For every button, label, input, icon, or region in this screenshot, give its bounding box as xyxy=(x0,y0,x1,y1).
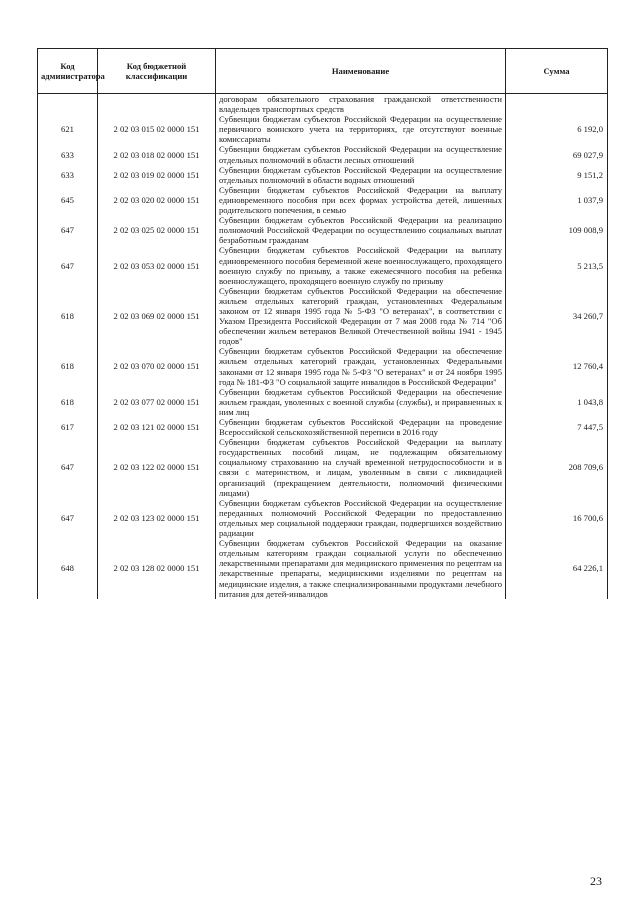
page-number: 23 xyxy=(590,874,602,888)
admin-code-cell: 618 xyxy=(38,346,98,386)
admin-code-cell: 647 xyxy=(38,245,98,285)
table-row xyxy=(38,286,608,347)
amount-cell: 9 151,2 xyxy=(506,165,608,185)
name-cell: Субвенции бюджетам субъектов Российской Федерации на выплату единовременного пособия беременной жене военнослужащего, проходящего военную службу по призыву, а также ежемесячного пособия на ребенка военнослужащего, проходящего военную службу по призыву xyxy=(216,245,506,285)
name-cell: Субвенции бюджетам субъектов Российской Федерации на обеспечение жильем граждан, уволенных с военной службы (службы), и приравненных к ним лиц xyxy=(216,387,506,417)
kbk-cell: 2 02 03 069 02 0000 151 xyxy=(98,286,216,347)
admin-code-cell xyxy=(38,94,98,115)
admin-code-cell: 633 xyxy=(38,144,98,164)
table-row xyxy=(38,498,608,538)
name-cell: Субвенции бюджетам субъектов Российской Федерации на выплату единовременного пособия при всех формах устройства детей, лишенных родительского попечения, в семью xyxy=(216,185,506,215)
admin-code-cell: 621 xyxy=(38,114,98,144)
table-row xyxy=(38,437,608,498)
name-cell: Субвенции бюджетам субъектов Российской Федерации на осуществление отдельных полномочий в области водных отношений xyxy=(216,165,506,185)
table-row xyxy=(38,144,608,164)
amount-cell: 16 700,6 xyxy=(506,498,608,538)
name-cell: Субвенции бюджетам субъектов Российской Федерации на осуществление переданных полномочий Российской Федерации по предоставлению отдельных мер социальной поддержки граждан, подвергшихся воздействию радиации xyxy=(216,498,506,538)
amount-cell: 5 213,5 xyxy=(506,245,608,285)
table-row xyxy=(38,215,608,245)
kbk-cell xyxy=(98,94,216,115)
admin-code-cell: 647 xyxy=(38,498,98,538)
admin-code-cell: 648 xyxy=(38,538,98,599)
amount-cell: 12 760,4 xyxy=(506,346,608,386)
table-row xyxy=(38,245,608,285)
amount-cell: 34 260,7 xyxy=(506,286,608,347)
table-row xyxy=(38,417,608,437)
kbk-cell: 2 02 03 053 02 0000 151 xyxy=(98,245,216,285)
kbk-cell: 2 02 03 122 02 0000 151 xyxy=(98,437,216,498)
table-header-row xyxy=(38,49,608,94)
name-cell: Субвенции бюджетам субъектов Российской Федерации на обеспечение жильем отдельных категорий граждан, установленных Федеральными законами от 12 января 1995 года № 5-ФЗ "О ветеранах" и от 24 ноября 1995 года № 181-ФЗ "О социальной защите инвалидов в Российской Федерации" xyxy=(216,346,506,386)
table-row xyxy=(38,165,608,185)
name-cell: Субвенции бюджетам субъектов Российской Федерации на реализацию полномочий Российской Федерации по осуществлению социальных выплат безработным гражданам xyxy=(216,215,506,245)
amount-cell: 1 043,8 xyxy=(506,387,608,417)
admin-code-cell: 647 xyxy=(38,437,98,498)
amount-cell: 208 709,6 xyxy=(506,437,608,498)
name-cell: договорам обязательного страхования гражданской ответственности владельцев транспортных средств xyxy=(216,94,506,115)
kbk-cell: 2 02 03 128 02 0000 151 xyxy=(98,538,216,599)
kbk-cell: 2 02 03 077 02 0000 151 xyxy=(98,387,216,417)
table-row xyxy=(38,538,608,599)
admin-code-cell: 645 xyxy=(38,185,98,215)
kbk-cell: 2 02 03 018 02 0000 151 xyxy=(98,144,216,164)
amount-cell: 109 008,9 xyxy=(506,215,608,245)
amount-cell xyxy=(506,94,608,115)
admin-code-cell: 617 xyxy=(38,417,98,437)
kbk-cell: 2 02 03 025 02 0000 151 xyxy=(98,215,216,245)
name-cell: Субвенции бюджетам субъектов Российской Федерации на осуществление первичного воинского учета на территориях, где отсутствуют военные комиссариаты xyxy=(216,114,506,144)
admin-code-cell: 618 xyxy=(38,387,98,417)
kbk-cell: 2 02 03 070 02 0000 151 xyxy=(98,346,216,386)
kbk-cell: 2 02 03 015 02 0000 151 xyxy=(98,114,216,144)
amount-cell: 69 027,9 xyxy=(506,144,608,164)
name-cell: Субвенции бюджетам субъектов Российской Федерации на проведение Всероссийской сельскохозяйственной переписи в 2016 году xyxy=(216,417,506,437)
table-row xyxy=(38,346,608,386)
name-cell: Субвенции бюджетам субъектов Российской Федерации на выплату государственных пособий лицам, не подлежащим обязательному социальному страхованию на случай временной нетрудоспособности и в связи с материнством, и лицам, уволенным в связи с ликвидацией организаций (прекращением деятельности, полномочий физическими лицами) xyxy=(216,437,506,498)
name-cell: Субвенции бюджетам субъектов Российской Федерации на обеспечение жильем отдельных категорий граждан, установленных Федеральным законом от 12 января 1995 года № 5-ФЗ "О ветеранах", в соответствии с Указом Президента Российской Федерации от 7 мая 2008 года № 714 "Об обеспечении жильем ветеранов Великой Отечественной войны 1941 - 1945 годов" xyxy=(216,286,506,347)
table-row xyxy=(38,114,608,144)
header-kbk: Код бюджетной классификации xyxy=(98,49,216,94)
admin-code-cell: 647 xyxy=(38,215,98,245)
header-admin-code: Код администратора xyxy=(38,49,98,94)
name-cell: Субвенции бюджетам субъектов Российской Федерации на осуществление отдельных полномочий в области лесных отношений xyxy=(216,144,506,164)
table-row xyxy=(38,185,608,215)
amount-cell: 7 447,5 xyxy=(506,417,608,437)
amount-cell: 64 226,1 xyxy=(506,538,608,599)
kbk-cell: 2 02 03 019 02 0000 151 xyxy=(98,165,216,185)
table-row xyxy=(38,94,608,115)
kbk-cell: 2 02 03 121 02 0000 151 xyxy=(98,417,216,437)
budget-table xyxy=(37,48,608,599)
kbk-cell: 2 02 03 123 02 0000 151 xyxy=(98,498,216,538)
budget-table-sheet xyxy=(37,48,607,599)
table-row xyxy=(38,387,608,417)
header-amount: Сумма xyxy=(506,49,608,94)
admin-code-cell: 618 xyxy=(38,286,98,347)
amount-cell: 1 037,9 xyxy=(506,185,608,215)
admin-code-cell: 633 xyxy=(38,165,98,185)
amount-cell: 6 192,0 xyxy=(506,114,608,144)
kbk-cell: 2 02 03 020 02 0000 151 xyxy=(98,185,216,215)
name-cell: Субвенции бюджетам субъектов Российской Федерации на оказание отдельным категориям граждан социальной услуги по обеспечению лекарственными препаратами для медицинского применения по рецептам на лекарственные препараты, медицинскими изделиями по рецептам на медицинские изделия, а также специализированными продуктами лечебного питания для детей-инвалидов xyxy=(216,538,506,599)
header-name: Наименование xyxy=(216,49,506,94)
